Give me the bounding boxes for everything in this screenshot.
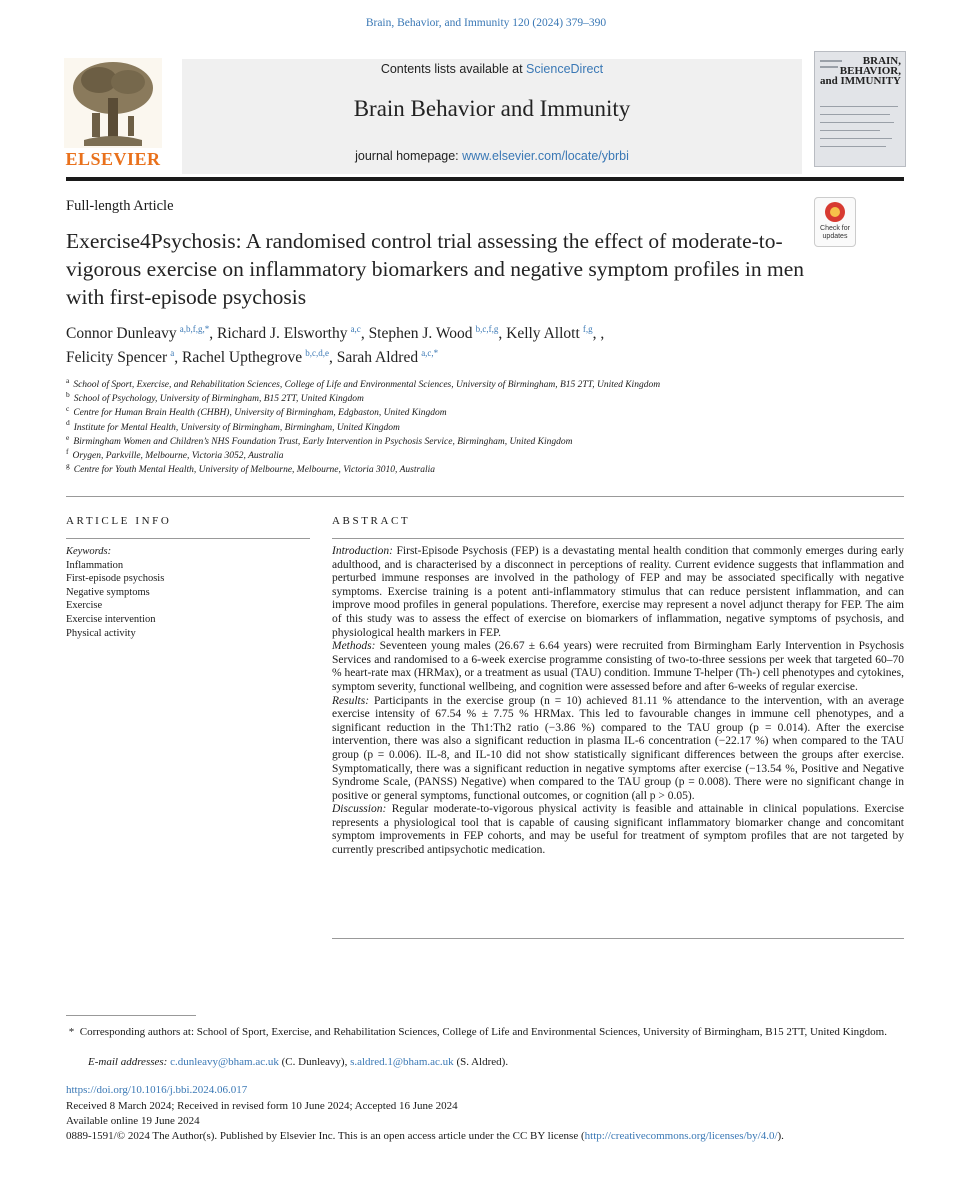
author[interactable] bbox=[506, 325, 592, 342]
article-title: Exercise4Psychosis: A randomised control trial assessing the effect of moderate-to-vigorous exercise on inflammatory biomarkers and negative symptom profiles in men with first-episode psychosis bbox=[66, 229, 804, 309]
keywords-list bbox=[66, 559, 164, 641]
sciencedirect-link[interactable]: ScienceDirect bbox=[526, 62, 604, 76]
keyword-item: Negative symptoms bbox=[66, 586, 150, 598]
author-affiliation-marks[interactable]: a,b,f,g,* bbox=[179, 323, 210, 334]
affiliation-mark: e bbox=[66, 432, 70, 442]
header-divider bbox=[66, 177, 904, 181]
cover-title-line: and IMMUNITY bbox=[820, 75, 901, 87]
contents-prefix: Contents lists available at bbox=[380, 62, 527, 76]
homepage-link[interactable]: www.elsevier.com/locate/ybrbi bbox=[462, 149, 629, 163]
author-name[interactable]: Richard J. Elsworthy bbox=[217, 325, 348, 342]
author-name[interactable]: Stephen J. Wood bbox=[368, 325, 473, 342]
check-updates-icon bbox=[825, 202, 845, 222]
section-divider bbox=[66, 496, 904, 497]
abstract-section-label: Introduction: bbox=[332, 545, 393, 557]
affiliation-mark: a bbox=[66, 375, 70, 385]
journal-cover-thumbnail[interactable] bbox=[814, 51, 906, 167]
cover-title-line: BRAIN, bbox=[862, 55, 901, 67]
email-label: E-mail addresses: bbox=[88, 1056, 168, 1068]
cover-decoration bbox=[820, 122, 894, 123]
section-divider bbox=[332, 538, 904, 539]
abstract-body bbox=[332, 545, 904, 858]
abstract-section-text: Participants in the exercise group (n = 10) achieved 81.11 % attendance to the intervention, with an average exercise intensity of 67.54 % ± 7.75 % HRMax. This led to favourable changes in immune cell phenotypes, and a significant reduction in the Th1:Th2 ratio (−3.86 %) compared to the TAU group (p = 0.014). After the exercise intervention, there was also a significant reduction in plasma IL-6 concentration (−22.17 %) when compared to the TAU group (p = 0.006). IL-8, and IL-10 did not show statistically significant differences between the groups after exercise. Symptomatically, there was a significant reduction in negative symptoms after exercise (−13.54 %, Positive and Negative Syndrome Scale, (PANSS) Negative) when compared to the TAU group (p = 0.008). There were no significant change in positive or general symptoms, functional outcomes, or cognition (all p > 0.05). bbox=[332, 694, 905, 802]
author-name[interactable]: Sarah Aldred bbox=[336, 349, 419, 366]
corresponding-author-footnote bbox=[66, 1025, 908, 1040]
author[interactable] bbox=[369, 325, 499, 342]
elsevier-logo bbox=[64, 58, 162, 170]
journal-header-band bbox=[182, 59, 802, 174]
footnote-text: Corresponding authors at: School of Sport, Exercise, and Rehabilitation Sciences, College of Life and Environmental Sciences, University of Birmingham, B15 2TT, United Kingdom. bbox=[79, 1026, 887, 1038]
section-divider bbox=[66, 538, 310, 539]
available-online-date: Available online 19 June 2024 bbox=[66, 1115, 200, 1127]
elsevier-wordmark: ELSEVIER bbox=[65, 149, 161, 169]
keywords-block bbox=[66, 545, 164, 640]
affiliation-text: School of Sport, Exercise, and Rehabilitation Sciences, College of Life and Environmental Sciences, University of Birmingham, B15 2TT, United Kingdom bbox=[73, 380, 661, 390]
affiliation-text: Centre for Youth Mental Health, University of Melbourne, Melbourne, Victoria 3010, Australia bbox=[73, 465, 435, 476]
abstract-section bbox=[332, 695, 904, 804]
check-updates-icon-center bbox=[830, 207, 840, 217]
footnote-divider bbox=[66, 1015, 196, 1016]
email-owner: (S. Aldred). bbox=[456, 1056, 509, 1068]
affiliation-item bbox=[66, 463, 846, 477]
email-owner: (C. Dunleavy), bbox=[281, 1056, 348, 1068]
affiliation-text: School of Psychology, University of Birmingham, B15 2TT, United Kingdom bbox=[73, 394, 364, 405]
cover-decoration bbox=[820, 130, 880, 131]
keywords-label: Keywords: bbox=[66, 546, 112, 557]
author-list: Connor Dunleavy $^{a,b,f,g,*}$, Richard J. Elsworthy $^{a,c}$, Stephen J. Wood $^{b,c,f,g}$, Kelly Allott $^{f,g}$, , Felicity Spencer $^a$, Rachel Upthegrove $^{b,c,d,e}$, Sarah Aldred $^{a,c,*}$ bbox=[66, 323, 605, 366]
affiliation-text: Institute for Mental Health, University of Birmingham, Birmingham, United Kingdom bbox=[73, 422, 400, 433]
affiliation-item bbox=[66, 392, 846, 406]
elsevier-tree-icon bbox=[64, 58, 162, 148]
keyword-item: First-episode psychosis bbox=[66, 573, 165, 585]
affiliation-text: Birmingham Women and Children’s NHS Foundation Trust, Early Intervention in Psychosis Service, Birmingham, United Kingdom bbox=[73, 436, 573, 447]
article-info-heading: ARTICLE INFO bbox=[66, 515, 172, 527]
cover-decoration bbox=[820, 60, 842, 62]
email-link-dunleavy[interactable]: c.dunleavy@bham.ac.uk bbox=[170, 1056, 279, 1068]
keyword-item: Exercise intervention bbox=[66, 613, 156, 625]
affiliation-mark: d bbox=[66, 418, 70, 428]
cover-decoration bbox=[820, 114, 890, 115]
abstract-section-label: Discussion: bbox=[332, 803, 387, 816]
contents-line bbox=[182, 62, 802, 76]
received-dates: Received 8 March 2024; Received in revised form 10 June 2024; Accepted 16 June 2024 bbox=[66, 1100, 458, 1112]
license-suffix: ). bbox=[777, 1130, 784, 1142]
author[interactable] bbox=[337, 349, 438, 366]
article-type: Full-length Article bbox=[66, 198, 174, 214]
keyword-item: Physical activity bbox=[66, 627, 136, 639]
cover-title-line: BEHAVIOR, bbox=[839, 65, 901, 77]
affiliations-list bbox=[66, 375, 846, 477]
abstract-section bbox=[332, 803, 904, 857]
affiliation-item bbox=[66, 418, 846, 435]
check-for-updates-button[interactable] bbox=[814, 197, 856, 247]
affiliation-mark: g bbox=[66, 461, 70, 471]
license-line bbox=[66, 1130, 784, 1142]
footnote-mark: * bbox=[68, 1026, 75, 1038]
affiliation-mark: c bbox=[66, 404, 70, 414]
keyword-item: Exercise bbox=[66, 600, 103, 612]
affiliation-text: Orygen, Parkville, Melbourne, Victoria 3052, Australia bbox=[72, 451, 284, 462]
cover-decoration bbox=[820, 66, 838, 68]
cover-decoration bbox=[820, 146, 886, 147]
abstract-section-text: Regular moderate-to-vigorous physical activity is feasible and attainable in clinical populations. Exercise represents a physiological tool that is capable of causing significant inflammatory biomarker change and concomitant symptom improvements in FEP cohorts, and may be useful for treatment of symptom profiles that are not targeted by currently prescribed antipsychotic medication. bbox=[332, 803, 905, 857]
license-link[interactable]: http://creativecommons.org/licenses/by/4.0/ bbox=[584, 1130, 778, 1142]
author-name[interactable]: Felicity Spencer bbox=[66, 349, 168, 366]
section-divider bbox=[332, 938, 904, 939]
journal-name: Brain Behavior and Immunity bbox=[353, 96, 631, 121]
email-addresses bbox=[88, 1056, 508, 1068]
affiliation-mark: f bbox=[66, 446, 69, 456]
homepage-line bbox=[182, 149, 802, 163]
affiliation-mark: b bbox=[66, 390, 70, 400]
author-affiliation-marks[interactable]: a,c,* bbox=[421, 347, 439, 358]
affiliation-item bbox=[66, 406, 846, 420]
affiliation-item bbox=[66, 446, 846, 463]
abstract-section bbox=[332, 640, 904, 694]
author[interactable] bbox=[66, 349, 174, 366]
affiliation-text: Centre for Human Brain Health (CHBH), University of Birmingham, Edgbaston, United Kingdom bbox=[73, 408, 447, 419]
journal-reference-link[interactable]: Brain, Behavior, and Immunity 120 (2024) 379–390 bbox=[365, 17, 607, 29]
keyword-item: Inflammation bbox=[66, 559, 124, 571]
doi-link[interactable]: https://doi.org/10.1016/j.bbi.2024.06.017 bbox=[66, 1084, 248, 1096]
abstract-section-text: First-Episode Psychosis (FEP) is a devastating mental health condition that commonly emerges during early adulthood, and is characterised by a disconnect in perceptions of reality. Current evidence suggests that inflammation and perturbed immune responses are involved in the pathology of FEP and may be associated specifically with negative symptoms. Exercise training is a potent anti-inflammatory stimulus that can reduce persistent inflammation, and can improve mood profiles in general populations. Therefore, exercise may represent a novel adjunct therapy for FEP. The aim of this study was to assess the effect of exercise on biomarkers of inflammation, negative symptoms of psychosis, and physiological health markers in FEP. bbox=[332, 545, 904, 639]
email-link-aldred[interactable]: s.aldred.1@bham.ac.uk bbox=[350, 1056, 454, 1068]
abstract-section bbox=[332, 545, 904, 640]
author-affiliation-marks[interactable]: a bbox=[170, 347, 175, 358]
abstract-section-label: Results: bbox=[332, 694, 370, 707]
abstract-section-text: Seventeen young males (26.67 ± 6.64 years) were recruited from Birmingham Early Intervention in Psychosis Services and randomised to a 6-week exercise programme consisting of two-to-three sessions per week that targeted 60–70 % heart-rate max (HRMax), or a treatment as usual (TAU) condition. Immune T-helper (Th-) cell phenotypes and cytokines, symptom severity, functional wellbeing, and cognition were assessed before and after 6-weeks of regular exercise. bbox=[332, 640, 905, 693]
homepage-prefix: journal homepage: bbox=[355, 149, 463, 163]
check-updates-label: Check for updates bbox=[820, 225, 850, 240]
abstract-heading: ABSTRACT bbox=[332, 515, 411, 527]
author[interactable] bbox=[182, 349, 329, 366]
author-name[interactable]: Kelly Allott bbox=[506, 325, 580, 342]
author-name[interactable]: Connor Dunleavy bbox=[66, 325, 177, 342]
author[interactable] bbox=[217, 325, 361, 342]
author[interactable] bbox=[66, 325, 209, 342]
author-affiliation-marks[interactable]: b,c,d,e bbox=[305, 347, 329, 358]
affiliation-item bbox=[66, 432, 846, 449]
author-name[interactable]: Rachel Upthegrove bbox=[182, 349, 303, 366]
author-affiliation-marks[interactable]: b,c,f,g bbox=[475, 323, 499, 334]
affiliation-item bbox=[66, 375, 846, 392]
cover-decoration bbox=[820, 106, 898, 107]
author-affiliation-marks[interactable]: a,c bbox=[350, 323, 361, 334]
author-affiliation-marks[interactable]: f,g bbox=[582, 323, 593, 334]
cover-decoration bbox=[820, 138, 892, 139]
license-text: 0889-1591/© 2024 The Author(s). Published by Elsevier Inc. This is an open access article under the CC BY license ( bbox=[66, 1130, 585, 1142]
abstract-section-label: Methods: bbox=[332, 640, 376, 653]
